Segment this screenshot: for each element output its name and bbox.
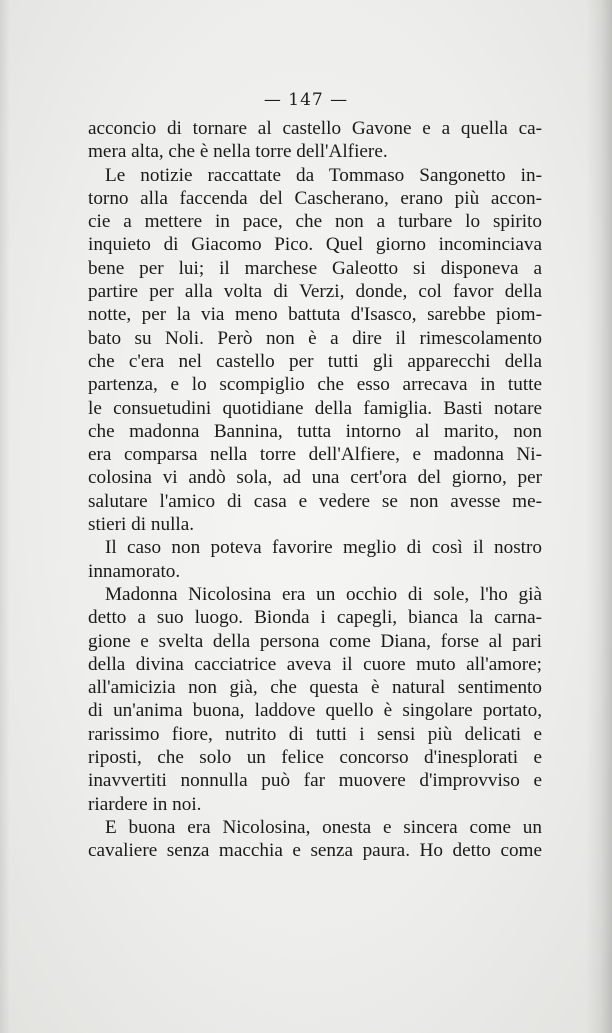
text-line: le consuetudini quotidiane della famiglia. Basti notare xyxy=(88,397,542,419)
text-line: all'amicizia non già, che questa è natural sentimento xyxy=(88,677,542,699)
text-line: della divina cacciatrice aveva il cuore muto all'amore; xyxy=(88,653,542,675)
text-line: inquieto di Giacomo Pico. Quel giorno incominciava xyxy=(88,234,542,256)
text-line: riposti, che solo un felice concorso d'inesplorati e xyxy=(88,747,542,769)
spine-shadow xyxy=(586,0,612,1033)
text-line: bene per lui; il marchese Galeotto si disponeva a xyxy=(88,257,542,279)
text-line: cie a mettere in pace, che non a turbare lo spirito xyxy=(88,211,542,233)
text-line: cavaliere senza macchia e senza paura. Ho detto come xyxy=(88,840,542,862)
text-line: E buona era Nicolosina, onesta e sincera come un xyxy=(105,816,542,838)
text-line: riardere in noi. xyxy=(88,793,202,815)
text-line: acconcio di tornare al castello Gavone e a quella ca- xyxy=(88,118,542,139)
text-line: torno alla faccenda del Cascherano, erano più accon- xyxy=(88,187,542,209)
text-line: gione e svelta della persona come Diana, forse al pari xyxy=(88,630,542,652)
text-line: rarissimo fiore, nutrito di tutti i sensi più delicati e xyxy=(88,723,542,745)
text-line: colosina vi andò sola, ad una cert'ora del giorno, per xyxy=(88,467,542,489)
text-line: partenza, e lo scompiglio che esso arrecava in tutte xyxy=(88,374,542,396)
text-line: innamorato. xyxy=(88,560,181,582)
text-line: salutare l'amico di casa e vedere se non avesse me- xyxy=(88,490,542,512)
page-left-edge xyxy=(0,0,10,1033)
text-line: partire per alla volta di Verzi, donde, col favor della xyxy=(88,281,542,303)
text-line: Le notizie raccattate da Tommaso Sangonetto in- xyxy=(105,164,542,186)
text-line: mera alta, che è nella torre dell'Alfiere. xyxy=(88,141,388,163)
text-line: che c'era nel castello per tutti gli apparecchi della xyxy=(88,350,542,372)
text-line: era comparsa nella torre dell'Alfiere, e madonna Ni- xyxy=(88,444,542,466)
text-line: di un'anima buona, laddove quello è singolare portato, xyxy=(88,700,542,722)
body-text xyxy=(88,117,542,863)
text-line: inavvertiti nonnulla può far muovere d'improvviso e xyxy=(88,770,542,792)
text-line: detto a suo luogo. Bionda i capegli, bianca la carna- xyxy=(88,607,542,629)
text-line: notte, per la via meno battuta d'Isasco, sarebbe piom- xyxy=(88,304,542,326)
text-line: bato su Noli. Però non è a dire il rimescolamento xyxy=(88,327,542,349)
page-number: — 147 — xyxy=(263,90,349,110)
text-line: Madonna Nicolosina era un occhio di sole, l'ho già xyxy=(105,583,542,605)
text-line: che madonna Bannina, tutta intorno al marito, non xyxy=(88,420,542,442)
text-line: stieri di nulla. xyxy=(88,514,195,536)
text-line: Il caso non poteva favorire meglio di così il nostro xyxy=(105,537,542,559)
